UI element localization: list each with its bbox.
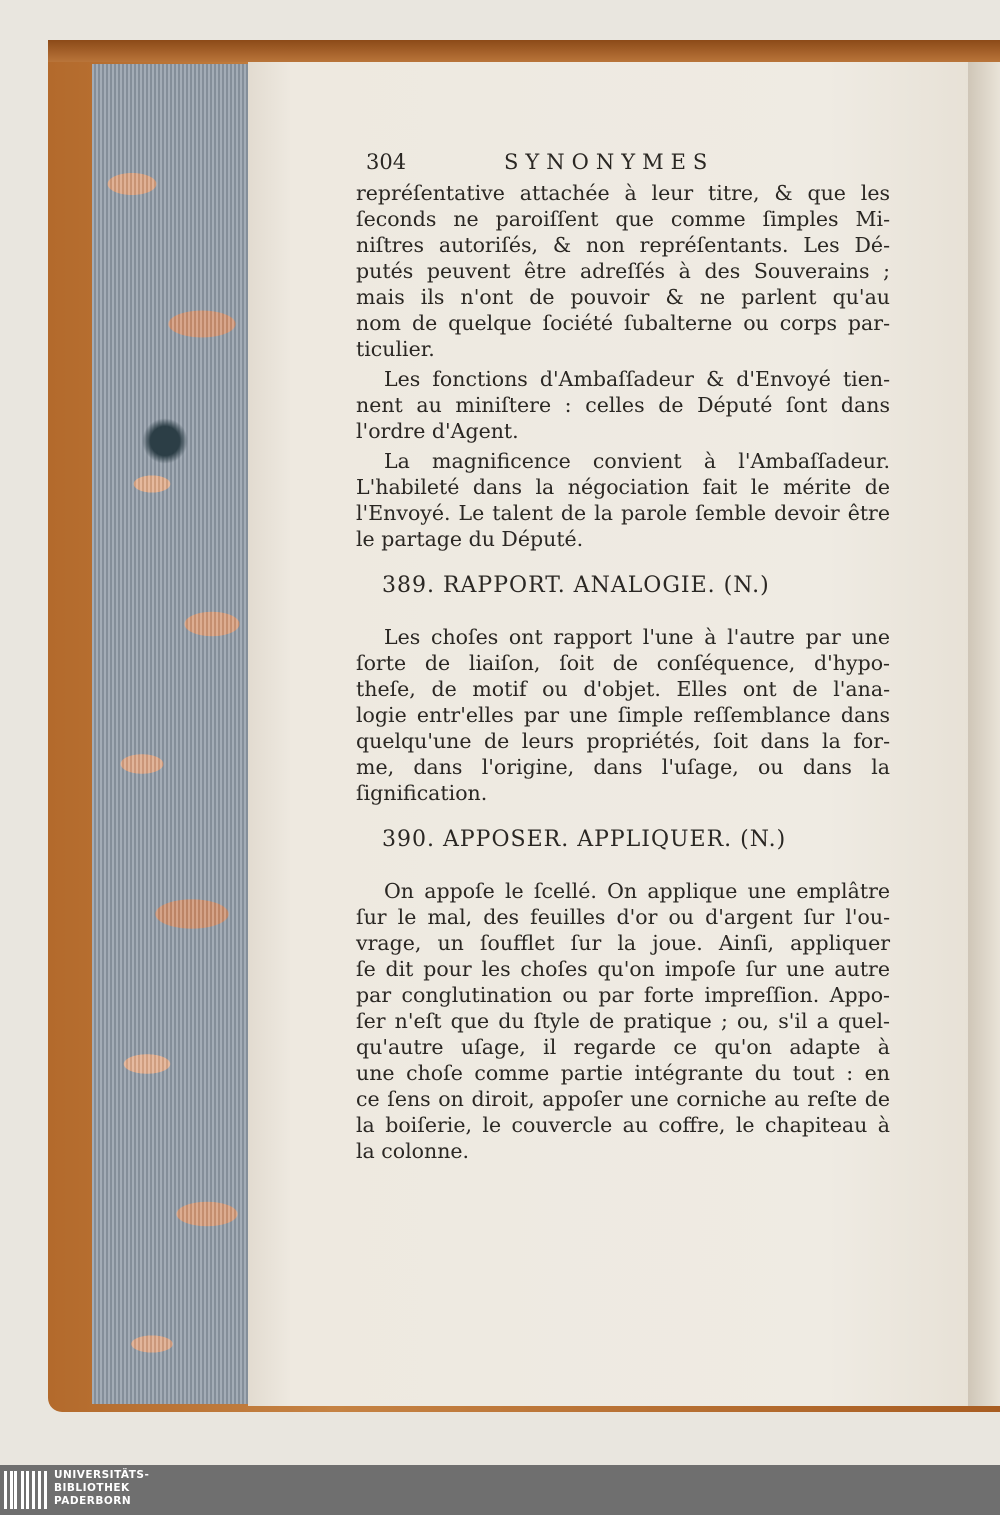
paragraph-continuation <box>356 180 890 362</box>
entry-heading-389: 389. RAPPORT. ANALOGIE. (N.) <box>382 573 770 598</box>
text-line: putés peuvent être adreſſés à des Souverains ; <box>356 259 890 283</box>
text-line: nent au miniſtere : celles de Député ſont dans <box>356 393 890 417</box>
text-line: ſer n'eſt que du ſtyle de pratique ; ou, s'il a quel- <box>356 1009 890 1033</box>
text-line: La magnificence convient à l'Ambaſſadeur. <box>384 449 890 473</box>
text-line: la boiſerie, le couvercle au coffre, le chapiteau à <box>356 1113 890 1137</box>
text-line: mais ils n'ont de pouvoir & ne parlent qu'au <box>356 285 890 309</box>
library-name <box>54 1469 149 1508</box>
ink-stain <box>142 418 188 464</box>
text-line: quelqu'une de leurs propriétés, ſoit dans la for- <box>356 729 890 753</box>
text-line: L'habileté dans la négociation fait le mérite de <box>356 475 890 499</box>
marbled-page-edge <box>92 64 248 1404</box>
text-line: theſe, de motif ou d'objet. Elles ont de l'ana- <box>356 677 890 701</box>
text-line: repréſentative attachée à leur titre, & que les <box>356 181 890 205</box>
library-footer <box>0 1465 1000 1515</box>
text-line: l'ordre d'Agent. <box>356 419 519 443</box>
running-head <box>356 150 890 180</box>
text-line: ticulier. <box>356 337 435 361</box>
facing-page-edge <box>968 62 1000 1406</box>
text-line: Les choſes ont rapport l'une à l'autre par une <box>384 625 890 649</box>
library-barcode-logo-icon <box>4 1471 50 1509</box>
library-name-line1: UNIVERSITÄTS- <box>54 1469 150 1481</box>
page-text <box>356 150 890 1164</box>
text-line: la colonne. <box>356 1139 470 1163</box>
text-line: niſtres autoriſés, & non repréſentants. Les Dé- <box>356 233 890 257</box>
text-line: ſeconds ne paroiſſent que comme ſimples Mi- <box>356 207 890 231</box>
text-line: On appoſe le ſcellé. On applique une emplâtre <box>384 879 890 903</box>
text-line: par conglutination ou par forte impreſſion. Appo- <box>356 983 890 1007</box>
running-title: SYNONYMES <box>504 150 715 174</box>
paragraph-magnificence <box>356 448 890 552</box>
entry-heading-390: 390. APPOSER. APPLIQUER. (N.) <box>382 827 787 852</box>
text-line: nom de quelque ſociété ſubalterne ou corps par- <box>356 311 890 335</box>
text-line: l'Envoyé. Le talent de la parole ſemble devoir être <box>356 501 890 525</box>
page-number: 304 <box>366 150 407 174</box>
cover-top-edge <box>48 40 1000 62</box>
text-line: vrage, un ſoufflet ſur la joue. Ainſi, appliquer <box>356 931 890 955</box>
text-line: me, dans l'origine, dans l'uſage, ou dans la <box>356 755 890 779</box>
library-name-line3: PADERBORN <box>54 1495 132 1507</box>
text-line: ſignification. <box>356 781 488 805</box>
text-line: logie entr'elles par une ſimple reſſemblance dans <box>356 703 890 727</box>
paragraph-rapport <box>356 624 890 806</box>
library-name-line2: BIBLIOTHEK <box>54 1482 130 1494</box>
paragraph-fonctions <box>356 366 890 444</box>
text-line: ſe dit pour les choſes qu'on impoſe ſur une autre <box>356 957 890 981</box>
text-line: ce ſens on diroit, appoſer une corniche au reſte de <box>356 1087 890 1111</box>
text-line: ſur le mal, des feuilles d'or ou d'argent ſur l'ou- <box>356 905 890 929</box>
paragraph-apposer <box>356 878 890 1164</box>
text-line: Les fonctions d'Ambaſſadeur & d'Envoyé tien- <box>384 367 890 391</box>
text-line: le partage du Député. <box>356 527 584 551</box>
text-line: une choſe comme partie intégrante du tout : en <box>356 1061 890 1085</box>
text-line: ſorte de liaiſon, ſoit de conſéquence, d'hypo- <box>356 651 890 675</box>
text-line: qu'autre uſage, il regarde ce qu'on adapte à <box>356 1035 890 1059</box>
